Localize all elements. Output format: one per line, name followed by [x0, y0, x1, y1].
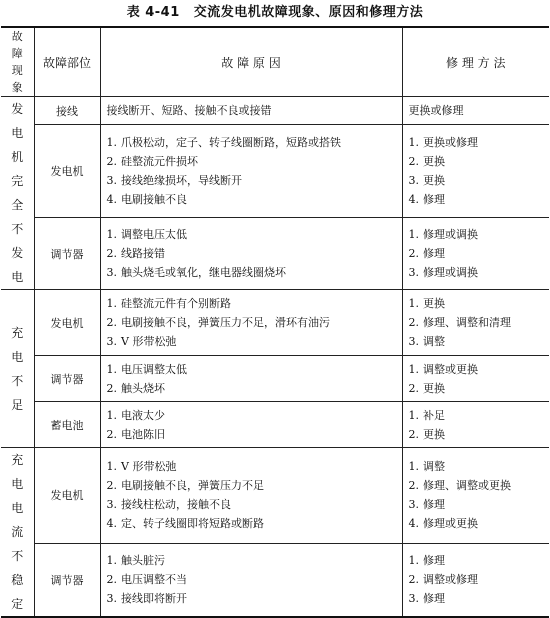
part-cell: 调节器 [34, 543, 100, 617]
method-cell [402, 448, 549, 544]
header-phenomenon: 故障现象 [1, 27, 34, 97]
cause-item [107, 425, 396, 444]
method-item [409, 133, 544, 152]
item-text: 调整 [423, 335, 445, 348]
item-text: V 形带松弛 [121, 460, 177, 474]
item-text: 更换 [423, 174, 445, 188]
header-part: 故障部位 [34, 27, 100, 97]
item-number: 1. [106, 408, 117, 422]
item-text: 接线即将断开 [121, 592, 187, 606]
table-row [1, 97, 549, 125]
item-text: 电刷接触不良，弹簧压力不足，滑环有油污 [121, 316, 330, 329]
item-number: 3. [106, 266, 117, 280]
cause-cell [100, 356, 402, 402]
item-text: 电压调整不当 [121, 573, 187, 587]
method-item [409, 379, 544, 398]
table-title [0, 0, 550, 26]
method-cell [402, 97, 549, 125]
item-number: 4. [408, 517, 419, 531]
cause-item [107, 244, 396, 263]
item-text: 修理或更换 [423, 517, 478, 531]
method-item [409, 457, 544, 476]
item-number: 2. [408, 427, 419, 441]
phenomenon-text: 充电电流不稳定 [11, 453, 24, 611]
item-text: 线路接错 [121, 247, 165, 261]
item-number: 1. [106, 362, 117, 376]
item-text: 调整电压太低 [121, 228, 187, 242]
item-text: 接线柱松动，接触不良 [121, 498, 231, 512]
cause-item [107, 152, 396, 171]
part-cell: 发电机 [34, 290, 100, 356]
header-row [1, 27, 549, 97]
item-text: 调整或更换 [423, 362, 478, 376]
item-number: 3. [106, 592, 117, 606]
cause-item [107, 379, 396, 398]
item-text: 爪极松动，定子、转子线圈断路，短路或搭铁 [121, 136, 341, 150]
cause-cell [100, 218, 402, 290]
cause-item [107, 313, 396, 332]
item-text: 接线绝缘损坏，导线断开 [121, 174, 242, 188]
item-number: 2. [106, 573, 117, 587]
cause-item [107, 101, 396, 120]
item-number: 1. [408, 460, 419, 474]
phenomenon-cell [1, 448, 34, 618]
item-number: 2. [106, 427, 117, 441]
cause-item [107, 495, 396, 514]
method-item [409, 244, 544, 263]
item-number: 3. [106, 174, 117, 188]
table-body [1, 97, 549, 618]
item-text: 触头脏污 [121, 554, 165, 568]
part-cell: 发电机 [34, 448, 100, 544]
cause-cell [100, 543, 402, 617]
item-text: 更换或修理 [408, 104, 464, 118]
item-number: 2. [408, 247, 419, 261]
item-text: 接线断开、短路、接触不良或接错 [106, 104, 272, 118]
phenomenon-text: 发电机完全不发电 [11, 102, 24, 284]
table-row [1, 218, 549, 290]
item-number: 3. [106, 498, 117, 512]
item-number: 1. [408, 228, 419, 242]
cause-item [107, 589, 396, 608]
item-text: 电刷接触不良，弹簧压力不足 [121, 479, 264, 493]
part-cell: 接线 [34, 97, 100, 125]
item-text: 修理、调整或更换 [423, 479, 511, 493]
item-text: 调整 [423, 460, 445, 474]
item-number: 2. [106, 155, 117, 169]
part-cell: 调节器 [34, 218, 100, 290]
item-text: 修理 [423, 592, 445, 606]
item-text: 触头烧坏 [121, 381, 165, 395]
item-text: 硅整流元件有个别断路 [121, 297, 231, 310]
item-number: 1. [408, 297, 419, 310]
item-number: 3. [408, 174, 419, 188]
cause-item [107, 294, 396, 313]
header-method: 修 理 方 法 [402, 27, 549, 97]
item-text: 触头烧毛或氧化，继电器线圈烧坏 [121, 266, 286, 280]
item-number: 4. [106, 193, 117, 207]
item-number: 1. [408, 408, 419, 422]
phenomenon-cell [1, 97, 34, 290]
phenomenon-cell [1, 290, 34, 448]
item-text: 修理 [423, 498, 445, 512]
item-number: 2. [106, 247, 117, 261]
item-text: 更换 [423, 297, 445, 310]
table-number: 表 4-41 [126, 5, 180, 20]
method-item [409, 406, 544, 425]
item-number: 3. [408, 592, 419, 606]
cause-cell [100, 97, 402, 125]
table-row [1, 543, 549, 617]
item-text: 更换 [423, 427, 445, 441]
item-text: 修理或调换 [423, 266, 478, 280]
item-number: 1. [106, 136, 117, 150]
item-number: 1. [106, 228, 117, 242]
item-text: 修理 [423, 554, 445, 568]
item-number: 3. [408, 335, 419, 348]
cause-cell [100, 402, 402, 448]
item-text: 电池陈旧 [121, 427, 165, 441]
table-row [1, 356, 549, 402]
table-row [1, 125, 549, 218]
item-number: 2. [106, 316, 117, 329]
method-item [409, 332, 544, 351]
part-cell: 发电机 [34, 125, 100, 218]
method-item [409, 551, 544, 570]
method-cell [402, 125, 549, 218]
method-item [409, 589, 544, 608]
item-number: 1. [106, 554, 117, 568]
cause-item [107, 457, 396, 476]
method-item [409, 360, 544, 379]
cause-item [107, 570, 396, 589]
item-number: 2. [408, 381, 419, 395]
phenomenon-text: 充电不足 [11, 325, 24, 412]
method-item [409, 225, 544, 244]
item-text: 修理 [423, 193, 445, 207]
item-number: 3. [408, 498, 419, 512]
item-number: 4. [408, 193, 419, 207]
cause-item [107, 190, 396, 209]
item-text: 修理、调整和清理 [423, 316, 511, 329]
table-row [1, 448, 549, 544]
cause-item [107, 225, 396, 244]
item-text: V 形带松弛 [121, 335, 177, 348]
fault-table [1, 26, 549, 618]
item-number: 1. [106, 460, 117, 474]
item-number: 1. [408, 362, 419, 376]
table-row [1, 402, 549, 448]
item-number: 1. [408, 554, 419, 568]
item-number: 2. [408, 316, 419, 329]
item-text: 修理或调换 [423, 228, 478, 242]
method-item [409, 101, 544, 120]
item-number: 4. [106, 517, 117, 531]
method-item [409, 171, 544, 190]
method-cell [402, 356, 549, 402]
item-text: 补足 [423, 408, 445, 422]
item-text: 修理 [423, 247, 445, 261]
item-text: 电液太少 [121, 408, 165, 422]
table-caption: 交流发电机故障现象、原因和修理方法 [193, 5, 424, 20]
cause-item [107, 476, 396, 495]
cause-item [107, 133, 396, 152]
item-text: 调整或修理 [423, 573, 478, 587]
item-number: 3. [408, 266, 419, 280]
item-text: 更换 [423, 155, 445, 169]
method-item [409, 570, 544, 589]
method-cell [402, 402, 549, 448]
method-item [409, 476, 544, 495]
item-text: 更换 [423, 381, 445, 395]
item-number: 2. [408, 155, 419, 169]
cause-item [107, 551, 396, 570]
item-text: 更换或修理 [423, 136, 478, 150]
method-item [409, 294, 544, 313]
method-item [409, 313, 544, 332]
part-cell: 蓄电池 [34, 402, 100, 448]
item-text: 电刷接触不良 [121, 193, 187, 207]
part-cell: 调节器 [34, 356, 100, 402]
item-number: 2. [106, 479, 117, 493]
method-item [409, 495, 544, 514]
item-text: 硅整流元件损坏 [121, 155, 198, 169]
table-row [1, 290, 549, 356]
item-number: 2. [408, 479, 419, 493]
cause-item [107, 171, 396, 190]
method-cell [402, 218, 549, 290]
cause-item [107, 360, 396, 379]
method-item [409, 425, 544, 444]
method-cell [402, 543, 549, 617]
cause-cell [100, 448, 402, 544]
item-number: 3. [106, 335, 117, 348]
item-number: 2. [408, 573, 419, 587]
item-text: 电压调整太低 [121, 362, 187, 376]
method-cell [402, 290, 549, 356]
cause-cell [100, 290, 402, 356]
cause-item [107, 332, 396, 351]
item-number: 1. [408, 136, 419, 150]
header-cause: 故 障 原 因 [100, 27, 402, 97]
cause-item [107, 263, 396, 282]
item-number: 1. [106, 297, 117, 310]
method-item [409, 152, 544, 171]
method-item [409, 190, 544, 209]
cause-item [107, 406, 396, 425]
cause-cell [100, 125, 402, 218]
item-number: 2. [106, 381, 117, 395]
method-item [409, 263, 544, 282]
item-text: 定、转子线圈即将短路或断路 [121, 517, 264, 531]
